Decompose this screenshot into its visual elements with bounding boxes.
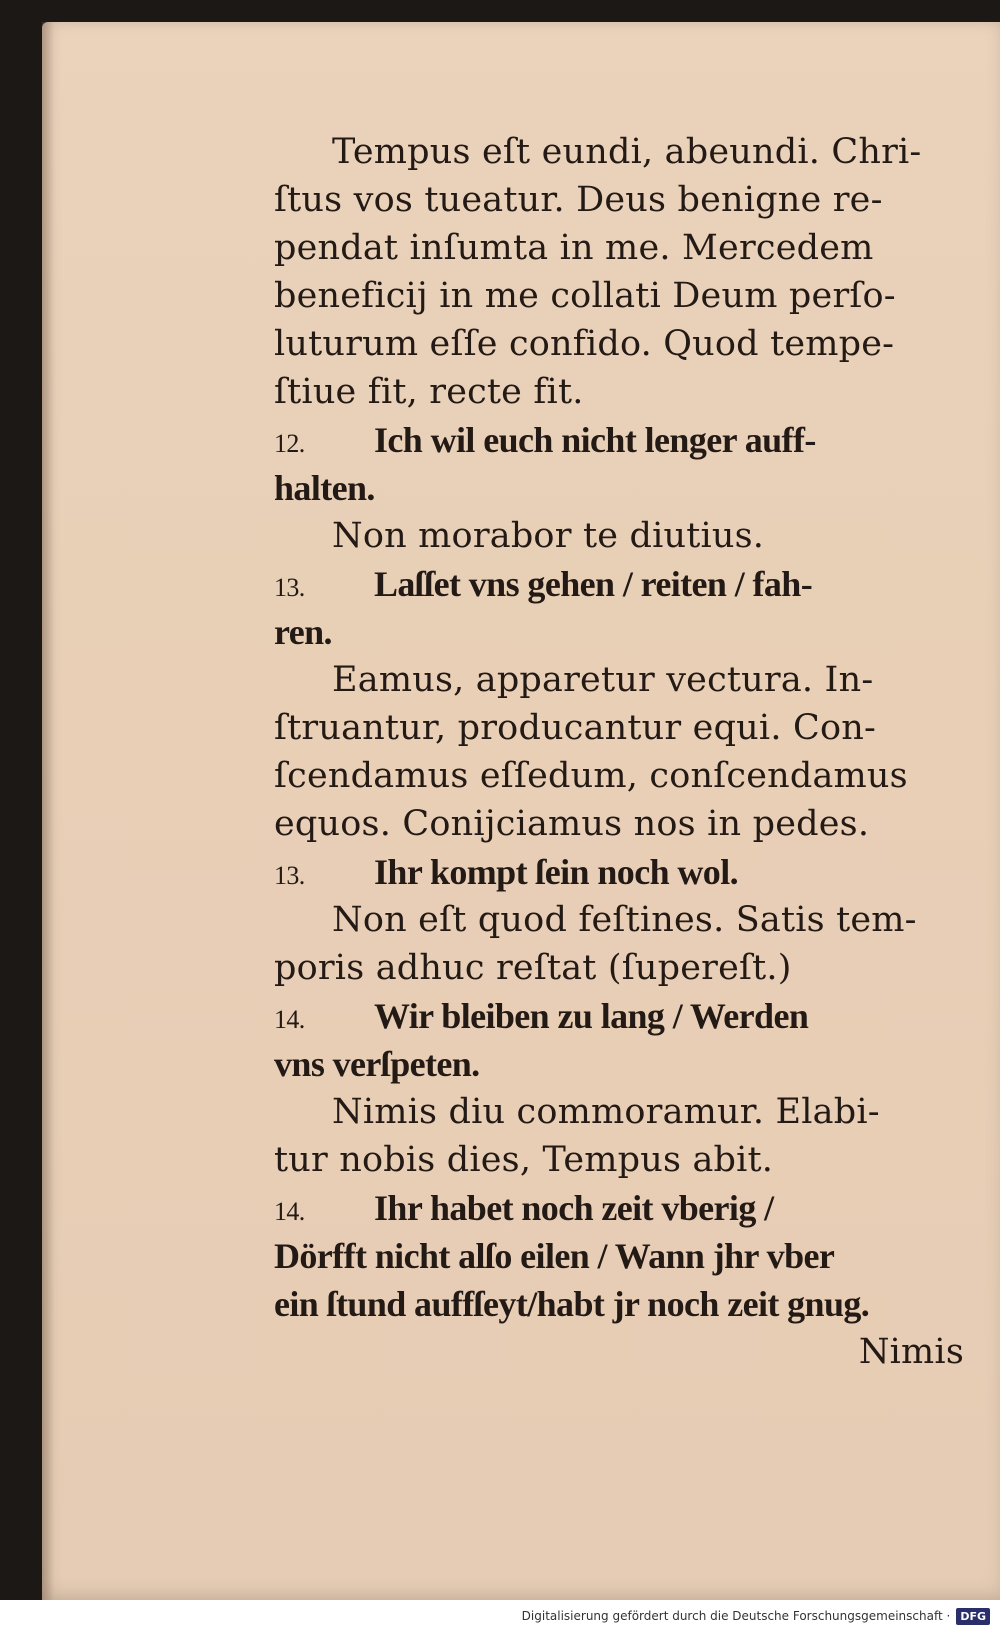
text-line [274,944,994,992]
line-text: Non eſt quod feſtines. Satis tem- [332,900,917,940]
text-line [274,368,994,416]
line-text: Ich wil euch nicht lenger auff- [374,420,816,460]
line-text: Ihr kompt ſein noch wol. [374,852,739,892]
page-text-block [274,128,994,1376]
text-line [274,320,994,368]
section-number: 13. [274,573,305,602]
line-text: poris adhuc reſtat (ſupereſt.) [274,948,792,988]
line-text: ein ſtund auffſeyt/habt jr noch zeit gnug. [274,1284,870,1324]
text-line [274,416,994,464]
text-line [274,1136,994,1184]
line-text: tur nobis dies, Tempus abit. [274,1140,774,1180]
text-line [274,848,994,896]
line-text: halten. [274,468,375,508]
section-number: 14. [274,1005,305,1034]
text-line [274,176,994,224]
line-text: equos. Conijciamus nos in pedes. [274,804,870,844]
line-text: ren. [274,612,332,652]
text-line [274,1088,994,1136]
text-line [274,992,994,1040]
text-line [274,752,994,800]
text-line [274,512,994,560]
line-text: Eamus, apparetur vectura. In- [332,660,874,700]
text-line [274,1184,994,1232]
line-text: Ihr habet noch zeit vberig / [374,1188,774,1228]
book-page [42,22,1000,1600]
section-number: 13. [274,861,305,890]
line-text: ſtiue fit, recte fit. [274,372,584,412]
section-number: 12. [274,429,305,458]
line-text: pendat inſumta in me. Mercedem [274,228,874,268]
text-line [274,272,994,320]
text-line [274,1232,994,1280]
digitization-footer [0,1600,1000,1632]
footer-credit-text: Digitalisierung gefördert durch die Deutsche Forschungsgemeinschaft · [521,1609,951,1623]
text-line [274,224,994,272]
line-text: ſcendamus eſſedum, conſcendamus [274,756,908,796]
line-text: Dörfft nicht alſo eilen / Wann jhr vber [274,1236,835,1276]
line-text: ſtus vos tueatur. Deus benigne re- [274,180,883,220]
line-text: luturum eſſe confido. Quod tempe- [274,324,895,364]
text-line [274,464,994,512]
line-text: beneficij in me collati Deum perſo- [274,276,896,316]
text-line [274,1280,994,1328]
line-text: Non morabor te diutius. [332,516,765,556]
text-line [274,128,994,176]
line-text: Tempus eſt eundi, abeundi. Chri- [332,132,922,172]
line-text: Nimis [858,1332,964,1372]
dfg-logo: DFG [956,1608,990,1625]
line-text: Wir bleiben zu lang / Werden [374,996,809,1036]
text-line [274,656,994,704]
text-line [274,1040,994,1088]
section-number: 14. [274,1197,305,1226]
line-text: Nimis diu commoramur. Elabi- [332,1092,880,1132]
page-binding-shadow [42,22,54,1600]
text-line [274,704,994,752]
text-line [274,560,994,608]
line-text: Laſſet vns gehen / reiten / fah- [374,564,813,604]
text-line [274,800,994,848]
text-line [274,896,994,944]
text-line [274,608,994,656]
line-text: ſtruantur, producantur equi. Con- [274,708,876,748]
text-line [274,1328,994,1376]
line-text: vns verſpeten. [274,1044,480,1084]
